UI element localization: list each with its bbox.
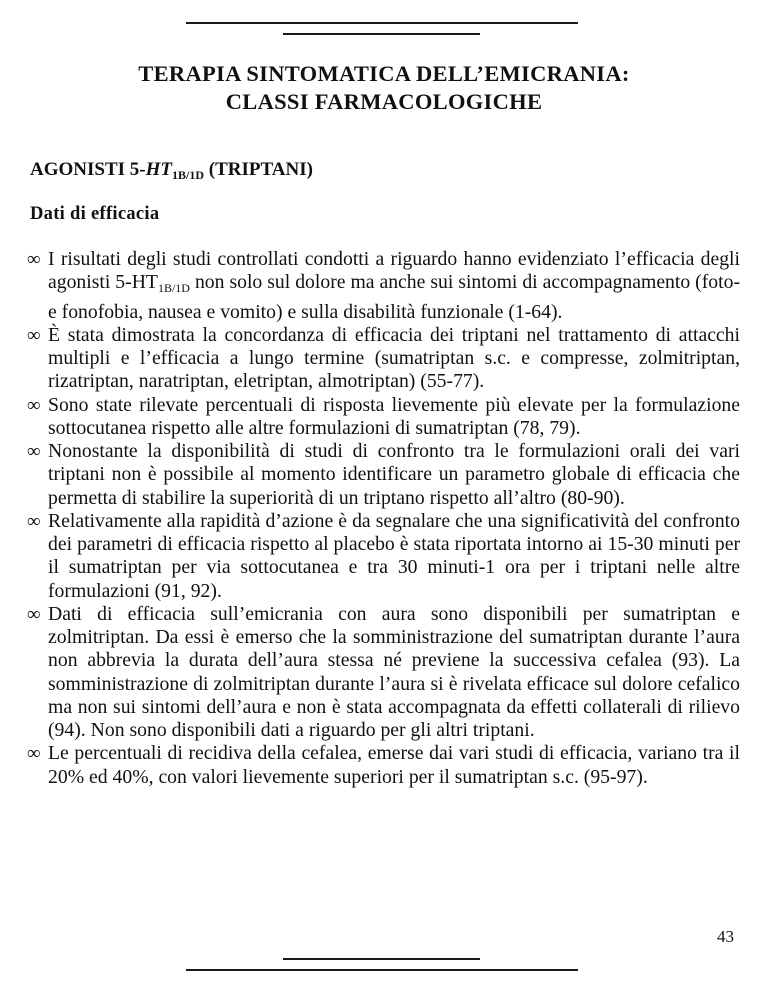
list-item-text: Sono state rilevate percentuali di risposta lievemente più elevate per la formulazione sottocutanea rispetto alle altre formulazioni di sumatriptan (78, 79). [48, 393, 740, 439]
infinity-bullet-icon: ∞ [27, 441, 41, 462]
page-title-line-1: TERAPIA SINTOMATICA DELL’EMICRANIA: [138, 61, 630, 86]
infinity-bullet-icon: ∞ [27, 510, 41, 532]
list-item [27, 393, 740, 441]
list-item [27, 602, 740, 743]
infinity-bullet-icon: ∞ [27, 743, 41, 765]
list-item-text-pre: I risultati degli studi controllati condotti a riguardo hanno evidenziato l’efficacia degli agonisti 5-HT [48, 248, 740, 294]
list-item-text-post: non solo sul dolore ma anche sui sintomi di accompagnamento (foto- e fonofobia, nausea e vomito) e sulla disabilità funzionale (1-64). [48, 271, 741, 323]
list-item-text: Nonostante la disponibilità di studi di confronto tra le formulazioni orali dei vari triptani non è possibile al momento identificare un parametro globale di efficacia che permetta di stabilire la superiorità di un triptano rispetto all’altro (80-90). [48, 440, 740, 509]
list-item-text: Dati di efficacia sull’emicrania con aura sono disponibili per sumatriptan e zolmitriptan. Da essi è emerso che la somministrazione del sumatriptan durante l’aura non abbrevia la durata dell’aura stessa né previene la successiva cefalea (93). La somministrazione di zolmitriptan durante l’aura si è rivelata efficace sul dolore cefalico ma non sui sintomi dell’aura e non è stata accompagnata da effetti collaterali di rilievo (94). Non sono disponibili dati a riguardo per gli altri triptani. [48, 602, 740, 741]
infinity-bullet-icon: ∞ [27, 324, 41, 346]
list-item [27, 742, 740, 789]
list-item-text: È stata dimostrata la concordanza di efficacia dei triptani nel trattamento di attacchi multipli e l’efficacia a lungo termine (sumatriptan s.c. e compresse, zolmitriptan, rizatriptan, naratriptan, eletriptan, almotriptan) (55-77). [48, 323, 740, 393]
footer-rule-long [186, 969, 578, 971]
infinity-bullet-icon: ∞ [27, 249, 41, 270]
infinity-bullet-icon: ∞ [27, 394, 41, 416]
section-heading-suffix: (TRIPTANI) [208, 159, 313, 180]
section-heading-subscript: 1B/1D [172, 168, 205, 182]
bullet-list [27, 248, 741, 789]
page-number: 43 [717, 927, 734, 946]
list-item [27, 248, 741, 324]
list-item-text: Le percentuali di recidiva della cefalea, emerse dai vari studi di efficacia, variano tra il 20% ed 40%, con valori lievemente superiori per il sumatriptan s.c. (95-97). [48, 742, 740, 788]
header-rule-short [283, 33, 480, 35]
subsection-heading: Dati di efficacia [30, 204, 160, 224]
list-item [27, 440, 740, 510]
section-heading-prefix: AGONISTI 5- [30, 159, 146, 180]
header-rule-long [186, 22, 578, 24]
section-heading [30, 159, 313, 183]
list-item-subscript: 1B/1D [157, 281, 190, 296]
list-item [27, 509, 740, 603]
list-item [27, 323, 740, 394]
infinity-bullet-icon: ∞ [27, 603, 41, 625]
page-title [0, 60, 768, 116]
footer-rule-short [283, 958, 480, 960]
page-title-line-2: CLASSI FARMACOLOGICHE [225, 89, 543, 114]
section-heading-ht: HT [145, 159, 172, 180]
list-item-text: Relativamente alla rapidità d’azione è da segnalare che una significatività del confronto dei parametri di efficacia rispetto al placebo è stata riportata intorno ai 15-30 minuti per il sumatriptan per via sottocutanea e tra 30 minuti-1 ora per i triptani nelle altre formulazioni (91, 92). [48, 509, 740, 602]
